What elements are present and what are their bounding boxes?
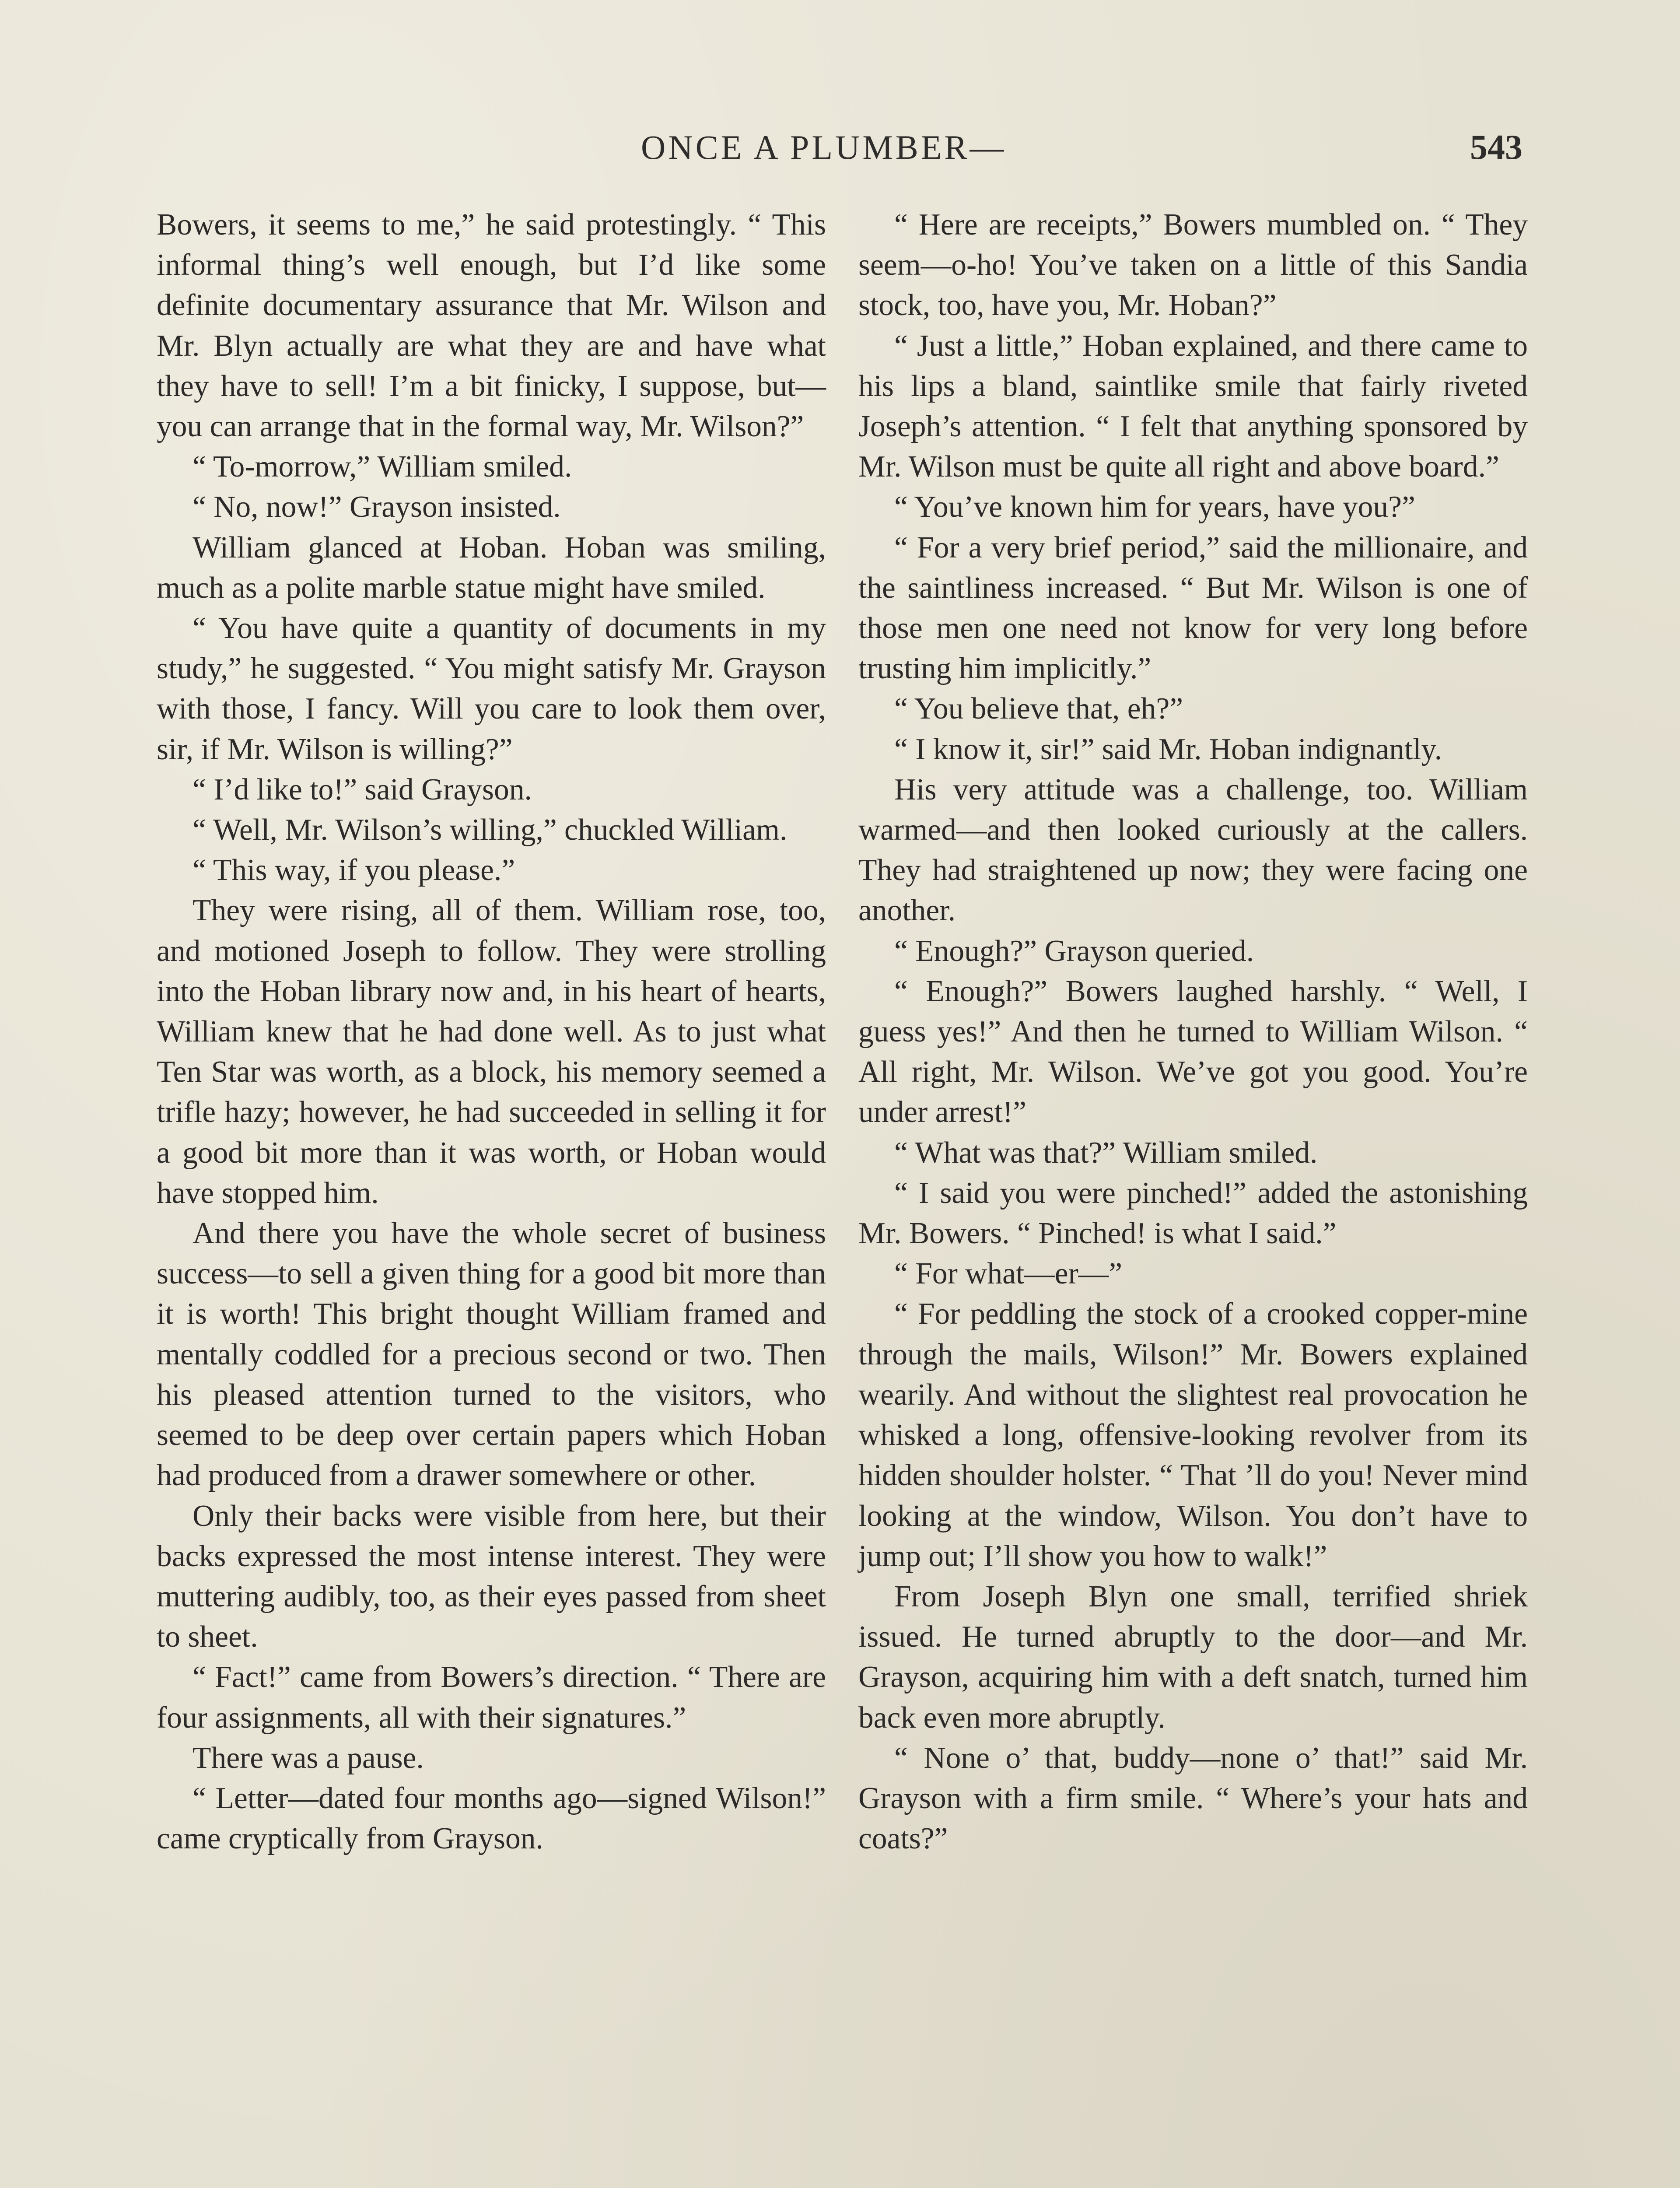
paragraph: Only their backs were visible from here, but their backs expressed the most intense interest. They were muttering audibly, too, as their eyes passed from sheet to sheet. — [157, 1499, 826, 1654]
paragraph: “ Well, Mr. Wilson’s willing,” chuckled William. — [192, 813, 788, 847]
paragraph: “ You have quite a quantity of documents in my study,” he suggested. “ You might satisfy Mr. Grayson with those, I fancy. Will you care to look them over, sir, if Mr. Wilson is willing?” — [157, 611, 826, 766]
paragraph: Bowers, it seems to me,” he said protestingly. “ This informal thing’s well enough, but I’d like some definite documentary assurance that Mr. Wilson and Mr. Blyn actually are what they are and have what they have to sell! I’m a bit finicky, I suppose, but— you can arrange that in the formal way, Mr. Wilson?” — [157, 208, 826, 444]
paragraph: His very attitude was a challenge, too. William warmed—and then looked curiously at the callers. They had straightened up now; they were facing one another. — [858, 772, 1528, 928]
paragraph: “ Here are receipts,” Bowers mumbled on. “ They seem—o-ho! You’ve taken on a little of this Sandia stock, too, have you, Mr. Hoban?” — [858, 208, 1528, 323]
paragraph: “ For what—er—” — [894, 1257, 1123, 1291]
paragraph: They were rising, all of them. William rose, too, and motioned Joseph to follow. They were strolling into the Hoban library now and, in his heart of hearts, William knew that he had done well. As to just what Ten Star was worth, as a block, his memory seemed a trifle hazy; however, he had succeeded in selling it for a good bit more than it was worth, or Hoban would have stopped him. — [157, 894, 826, 1210]
paragraph: “ Fact!” came from Bowers’s direction. “ There are four assignments, all with their signatures.” — [157, 1660, 826, 1735]
page-number: 543 — [1470, 128, 1522, 167]
paragraph: William glanced at Hoban. Hoban was smiling, much as a polite marble statue might have smiled. — [157, 530, 826, 605]
paragraph: “ What was that?” William smiled. — [894, 1136, 1318, 1170]
paragraph: “ Enough?” Bowers laughed harshly. “ Well, I guess yes!” And then he turned to William Wilson. “ All right, Mr. Wilson. We’ve got you good. You’re under arrest!” — [858, 974, 1528, 1129]
paragraph: “ I’d like to!” said Grayson. — [192, 772, 532, 806]
paragraph: “ None o’ that, buddy—none o’ that!” said Mr. Grayson with a firm smile. “ Where’s your hats and coats?” — [858, 1741, 1528, 1856]
paragraph: “ Enough?” Grayson queried. — [894, 934, 1254, 968]
left-column — [157, 205, 826, 1859]
paragraph: And there you have the whole secret of business success—to sell a given thing for a good bit more than it is worth! This bright thought William framed and mentally coddled for a precious second or two. Then his pleased attention turned to the visitors, who seemed to be deep over certain papers which Hoban had produced from a drawer somewhere or other. — [157, 1217, 826, 1493]
paragraph: “ To-morrow,” William smiled. — [192, 450, 572, 484]
paragraph: “ I know it, sir!” said Mr. Hoban indignantly. — [894, 732, 1442, 766]
paragraph: There was a pause. — [192, 1741, 424, 1775]
paragraph: “ You’ve known him for years, have you?” — [894, 490, 1415, 524]
paragraph: “ Just a little,” Hoban explained, and there came to his lips a bland, saintlike smile that fairly riveted Joseph’s attention. “ I felt that anything sponsored by Mr. Wilson must be quite all right and above board.” — [858, 329, 1528, 484]
paragraph: “ For peddling the stock of a crooked copper-mine through the mails, Wilson!” Mr. Bowers explained wearily. And without the slightest real provocation he whisked a long, offensive-looking revolver from its hidden shoulder holster. “ That ’ll do you! Never mind looking at the window, Wilson. You don’t have to jump out; I’ll show you how to walk!” — [858, 1297, 1528, 1573]
right-column — [858, 205, 1528, 1859]
running-header — [0, 128, 1680, 180]
paragraph: “ For a very brief period,” said the millionaire, and the saintliness increased. “ But Mr. Wilson is one of those men one need not know for very long before trusting him implicitly.” — [858, 530, 1528, 686]
paragraph: “ No, now!” Grayson insisted. — [192, 490, 561, 524]
paragraph: From Joseph Blyn one small, terrified shriek issued. He turned abruptly to the door—and Mr. Grayson, acquiring him with a deft snatch, turned him back even more abruptly. — [858, 1579, 1528, 1735]
paragraph: “ Letter—dated four months ago—signed Wilson!” came cryptically from Grayson. — [157, 1781, 826, 1856]
paragraph: “ I said you were pinched!” added the astonishing Mr. Bowers. “ Pinched! is what I said.” — [858, 1176, 1528, 1251]
paragraph: “ This way, if you please.” — [192, 853, 515, 887]
running-title: ONCE A PLUMBER— — [641, 128, 1007, 166]
paragraph: “ You believe that, eh?” — [894, 692, 1183, 726]
